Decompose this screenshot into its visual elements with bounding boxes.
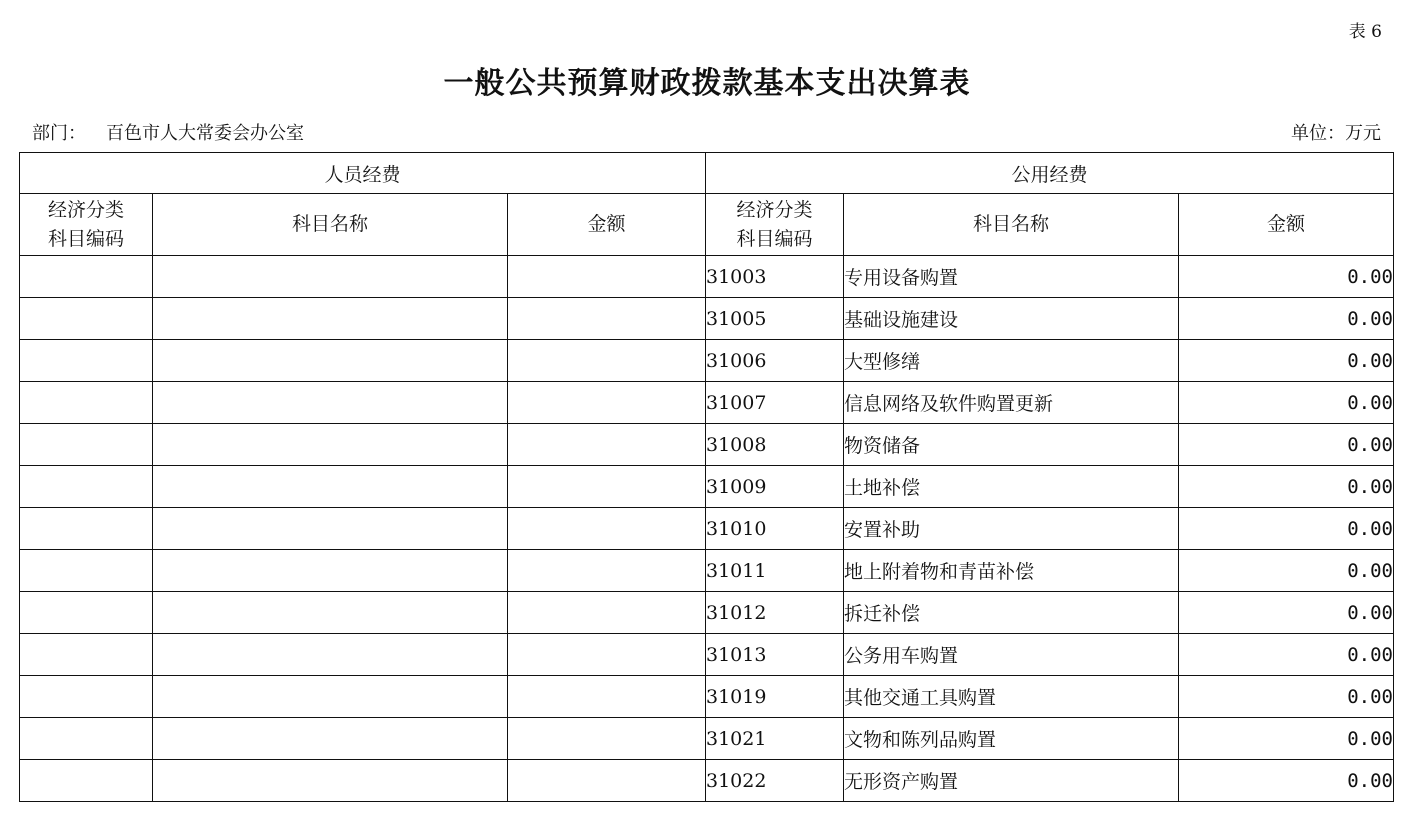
public-code-cell: 31003 <box>706 256 844 298</box>
personnel-amount-cell <box>508 634 706 676</box>
right-code-header <box>706 194 844 256</box>
table-row <box>20 718 1394 760</box>
public-name-cell: 土地补偿 <box>844 466 1179 508</box>
public-name-cell: 专用设备购置 <box>844 256 1179 298</box>
public-name-cell: 安置补助 <box>844 508 1179 550</box>
personnel-name-cell <box>153 634 508 676</box>
public-code-cell: 31007 <box>706 382 844 424</box>
personnel-amount-cell <box>508 718 706 760</box>
left-code-header <box>20 194 153 256</box>
personnel-amount-cell <box>508 466 706 508</box>
public-code-cell: 31011 <box>706 550 844 592</box>
public-code-cell: 31009 <box>706 466 844 508</box>
personnel-name-cell <box>153 550 508 592</box>
public-amount-cell: 0.00 <box>1179 298 1394 340</box>
personnel-code-cell <box>20 676 153 718</box>
personnel-name-cell <box>153 466 508 508</box>
public-amount-cell: 0.00 <box>1179 676 1394 718</box>
personnel-name-cell <box>153 508 508 550</box>
public-code-cell: 31010 <box>706 508 844 550</box>
table-row <box>20 592 1394 634</box>
left-amount-header: 金额 <box>508 194 706 256</box>
public-amount-cell: 0.00 <box>1179 382 1394 424</box>
personnel-code-cell <box>20 466 153 508</box>
table-row <box>20 256 1394 298</box>
public-code-cell: 31005 <box>706 298 844 340</box>
right-amount-header: 金额 <box>1179 194 1394 256</box>
personnel-code-cell <box>20 424 153 466</box>
personnel-name-cell <box>153 760 508 802</box>
department-info <box>32 119 304 145</box>
table-row <box>20 340 1394 382</box>
table-row <box>20 508 1394 550</box>
public-amount-cell: 0.00 <box>1179 718 1394 760</box>
public-amount-cell: 0.00 <box>1179 424 1394 466</box>
public-code-cell: 31008 <box>706 424 844 466</box>
personnel-expense-header: 人员经费 <box>20 153 706 194</box>
table-row <box>20 760 1394 802</box>
personnel-amount-cell <box>508 256 706 298</box>
public-amount-cell: 0.00 <box>1179 550 1394 592</box>
personnel-name-cell <box>153 718 508 760</box>
public-code-cell: 31012 <box>706 592 844 634</box>
public-amount-cell: 0.00 <box>1179 634 1394 676</box>
personnel-amount-cell <box>508 382 706 424</box>
personnel-amount-cell <box>508 424 706 466</box>
public-name-cell: 文物和陈列品购置 <box>844 718 1179 760</box>
department-label: 部门： <box>32 123 86 144</box>
table-row <box>20 676 1394 718</box>
personnel-code-cell <box>20 592 153 634</box>
public-name-cell: 大型修缮 <box>844 340 1179 382</box>
public-amount-cell: 0.00 <box>1179 256 1394 298</box>
public-code-cell: 31019 <box>706 676 844 718</box>
table-row <box>20 634 1394 676</box>
personnel-amount-cell <box>508 298 706 340</box>
public-name-cell: 信息网络及软件购置更新 <box>844 382 1179 424</box>
table-row <box>20 382 1394 424</box>
personnel-code-cell <box>20 256 153 298</box>
page-title: 一般公共预算财政拨款基本支出决算表 <box>443 66 971 101</box>
personnel-amount-cell <box>508 760 706 802</box>
public-amount-cell: 0.00 <box>1179 760 1394 802</box>
right-code-header-line1: 经济分类 <box>736 198 813 221</box>
personnel-name-cell <box>153 382 508 424</box>
personnel-code-cell <box>20 760 153 802</box>
left-code-header-line1: 经济分类 <box>47 198 124 221</box>
table-number: 表 6 <box>1348 22 1382 42</box>
public-code-cell: 31021 <box>706 718 844 760</box>
personnel-code-cell <box>20 508 153 550</box>
public-name-cell: 地上附着物和青苗补偿 <box>844 550 1179 592</box>
personnel-code-cell <box>20 718 153 760</box>
personnel-name-cell <box>153 592 508 634</box>
personnel-code-cell <box>20 634 153 676</box>
public-amount-cell: 0.00 <box>1179 508 1394 550</box>
personnel-code-cell <box>20 550 153 592</box>
department-name: 百色市人大常委会办公室 <box>106 123 304 144</box>
table-row <box>20 466 1394 508</box>
public-code-cell: 31013 <box>706 634 844 676</box>
table-row <box>20 424 1394 466</box>
personnel-name-cell <box>153 340 508 382</box>
left-name-header: 科目名称 <box>153 194 508 256</box>
unit-label: 单位：万元 <box>1291 123 1381 144</box>
public-code-cell: 31022 <box>706 760 844 802</box>
personnel-amount-cell <box>508 550 706 592</box>
personnel-amount-cell <box>508 676 706 718</box>
public-name-cell: 无形资产购置 <box>844 760 1179 802</box>
budget-table <box>19 152 1394 802</box>
public-name-cell: 基础设施建设 <box>844 298 1179 340</box>
left-code-header-line2: 科目编码 <box>47 227 124 250</box>
right-code-header-line2: 科目编码 <box>736 227 813 250</box>
public-amount-cell: 0.00 <box>1179 466 1394 508</box>
public-name-cell: 公务用车购置 <box>844 634 1179 676</box>
table-row <box>20 298 1394 340</box>
public-amount-cell: 0.00 <box>1179 340 1394 382</box>
personnel-amount-cell <box>508 592 706 634</box>
table-row <box>20 550 1394 592</box>
personnel-name-cell <box>153 256 508 298</box>
table-body <box>20 256 1394 802</box>
personnel-name-cell <box>153 298 508 340</box>
personnel-code-cell <box>20 382 153 424</box>
public-name-cell: 物资储备 <box>844 424 1179 466</box>
public-name-cell: 其他交通工具购置 <box>844 676 1179 718</box>
right-name-header: 科目名称 <box>844 194 1179 256</box>
public-amount-cell: 0.00 <box>1179 592 1394 634</box>
personnel-name-cell <box>153 424 508 466</box>
personnel-name-cell <box>153 676 508 718</box>
public-name-cell: 拆迁补偿 <box>844 592 1179 634</box>
personnel-amount-cell <box>508 508 706 550</box>
public-expense-header: 公用经费 <box>706 153 1394 194</box>
personnel-code-cell <box>20 298 153 340</box>
public-code-cell: 31006 <box>706 340 844 382</box>
personnel-amount-cell <box>508 340 706 382</box>
personnel-code-cell <box>20 340 153 382</box>
